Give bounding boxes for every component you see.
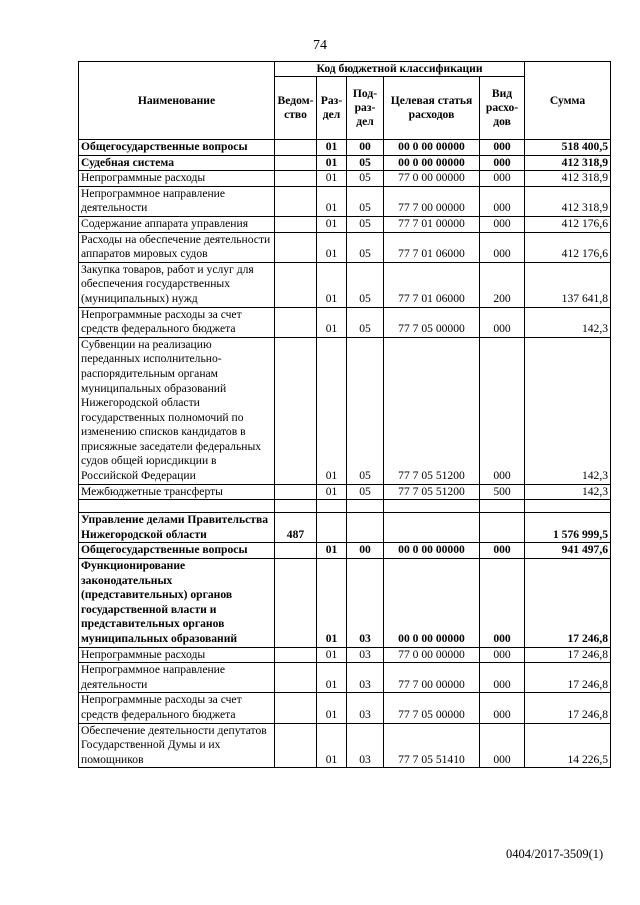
cell-razdel: 01 [317, 337, 347, 484]
cell-target: 00 0 00 00000 [384, 559, 480, 648]
cell-razdel: 01 [317, 155, 347, 171]
cell-vid: 000 [480, 307, 525, 337]
cell-podrazdel: 05 [347, 232, 384, 262]
header-target: Целевая статья расходов [384, 77, 480, 140]
cell-sum: 17 246,8 [525, 559, 611, 648]
cell-vid: 000 [480, 693, 525, 723]
cell-name: Обеспечение деятельности депутатов Государственной Думы и их помощников [79, 723, 275, 768]
cell-razdel: 01 [317, 307, 347, 337]
cell-podrazdel [347, 513, 384, 543]
cell-target: 00 0 00 00000 [384, 140, 480, 156]
cell-target: 77 7 05 51200 [384, 484, 480, 500]
table-row [79, 232, 611, 262]
table-body [79, 140, 611, 768]
cell-sum: 412 318,9 [525, 171, 611, 187]
cell-razdel: 01 [317, 232, 347, 262]
cell-sum: 137 641,8 [525, 262, 611, 307]
cell-vid [480, 513, 525, 543]
cell-target [384, 500, 480, 513]
cell-razdel: 01 [317, 647, 347, 663]
cell-ved [275, 337, 317, 484]
table-row [79, 186, 611, 216]
cell-vid: 000 [480, 647, 525, 663]
cell-sum: 518 400,5 [525, 140, 611, 156]
header-name: Наименование [79, 62, 275, 140]
cell-ved [275, 232, 317, 262]
cell-sum: 412 318,9 [525, 155, 611, 171]
cell-razdel [317, 500, 347, 513]
cell-target: 00 0 00 00000 [384, 543, 480, 559]
cell-podrazdel: 03 [347, 559, 384, 648]
cell-sum: 142,3 [525, 337, 611, 484]
table-row [79, 513, 611, 543]
cell-ved [275, 140, 317, 156]
budget-table [78, 61, 611, 768]
cell-ved [275, 647, 317, 663]
cell-sum: 1 576 999,5 [525, 513, 611, 543]
cell-target: 77 7 05 00000 [384, 307, 480, 337]
table-row [79, 693, 611, 723]
cell-razdel: 01 [317, 186, 347, 216]
cell-podrazdel: 03 [347, 723, 384, 768]
cell-sum: 412 318,9 [525, 186, 611, 216]
cell-name: Функционирование законодательных (представительных) органов государственной власти и представительных органов муниципальных образований [79, 559, 275, 648]
cell-target: 77 7 00 00000 [384, 186, 480, 216]
cell-target: 77 7 01 06000 [384, 262, 480, 307]
cell-name: Непрограммные расходы за счет средств федерального бюджета [79, 693, 275, 723]
cell-podrazdel [347, 500, 384, 513]
cell-target: 77 7 05 51410 [384, 723, 480, 768]
cell-ved [275, 500, 317, 513]
cell-name [79, 500, 275, 513]
header-row-top [79, 62, 611, 77]
cell-target: 77 7 05 51200 [384, 337, 480, 484]
cell-sum: 142,3 [525, 484, 611, 500]
cell-sum: 412 176,6 [525, 232, 611, 262]
table-row [79, 171, 611, 187]
cell-podrazdel: 03 [347, 647, 384, 663]
table-row [79, 140, 611, 156]
cell-ved [275, 723, 317, 768]
cell-razdel: 01 [317, 140, 347, 156]
table-row [79, 216, 611, 232]
cell-ved [275, 663, 317, 693]
cell-sum: 412 176,6 [525, 216, 611, 232]
table-row [79, 543, 611, 559]
cell-podrazdel: 00 [347, 543, 384, 559]
cell-razdel: 01 [317, 216, 347, 232]
cell-razdel: 01 [317, 543, 347, 559]
cell-sum: 17 246,8 [525, 693, 611, 723]
cell-vid [480, 500, 525, 513]
table-row [79, 559, 611, 648]
cell-podrazdel: 05 [347, 216, 384, 232]
cell-name: Расходы на обеспечение деятельности аппаратов мировых судов [79, 232, 275, 262]
table-row [79, 723, 611, 768]
cell-name: Непрограммные расходы за счет средств федерального бюджета [79, 307, 275, 337]
cell-ved [275, 216, 317, 232]
cell-target [384, 513, 480, 543]
cell-ved [275, 543, 317, 559]
cell-sum: 142,3 [525, 307, 611, 337]
cell-vid: 000 [480, 723, 525, 768]
cell-podrazdel: 03 [347, 663, 384, 693]
cell-podrazdel: 05 [347, 171, 384, 187]
cell-razdel: 01 [317, 663, 347, 693]
cell-sum: 17 246,8 [525, 647, 611, 663]
cell-ved [275, 307, 317, 337]
header-sum: Сумма [525, 62, 611, 140]
cell-razdel [317, 513, 347, 543]
cell-name: Судебная система [79, 155, 275, 171]
cell-podrazdel: 00 [347, 140, 384, 156]
cell-name: Непрограммные расходы [79, 171, 275, 187]
table-row [79, 337, 611, 484]
cell-podrazdel: 05 [347, 337, 384, 484]
cell-vid: 000 [480, 171, 525, 187]
cell-ved [275, 155, 317, 171]
table-row [79, 307, 611, 337]
cell-vid: 000 [480, 543, 525, 559]
cell-name: Закупка товаров, работ и услуг для обеспечения государственных (муниципальных) нужд [79, 262, 275, 307]
cell-target: 00 0 00 00000 [384, 155, 480, 171]
header-code-group: Код бюджетной классификации [275, 62, 525, 77]
cell-target: 77 0 00 00000 [384, 647, 480, 663]
cell-ved [275, 262, 317, 307]
cell-podrazdel: 03 [347, 693, 384, 723]
cell-podrazdel: 05 [347, 186, 384, 216]
cell-vid: 000 [480, 663, 525, 693]
header-razdel: Раз-дел [317, 77, 347, 140]
cell-vid: 000 [480, 140, 525, 156]
cell-vid: 000 [480, 186, 525, 216]
document-code: 0404/2017-3509(1) [506, 847, 604, 861]
cell-sum [525, 500, 611, 513]
cell-vid: 200 [480, 262, 525, 307]
cell-name: Непрограммное направление деятельности [79, 663, 275, 693]
cell-name: Непрограммное направление деятельности [79, 186, 275, 216]
cell-name: Общегосударственные вопросы [79, 140, 275, 156]
cell-target: 77 7 01 00000 [384, 216, 480, 232]
cell-name: Субвенции на реализацию переданных исполнительно-распорядительным органам муниципальных образований Нижегородской области государственных полномочий по изменению списков кандидатов в присяжные заседатели федеральных судов общей юрисдикции в Российской Федерации [79, 337, 275, 484]
table-row [79, 484, 611, 500]
cell-vid: 000 [480, 216, 525, 232]
cell-ved [275, 171, 317, 187]
cell-razdel: 01 [317, 171, 347, 187]
cell-vid: 000 [480, 337, 525, 484]
cell-target: 77 0 00 00000 [384, 171, 480, 187]
cell-vid: 500 [480, 484, 525, 500]
cell-vid: 000 [480, 155, 525, 171]
table-row [79, 500, 611, 513]
cell-razdel: 01 [317, 484, 347, 500]
table-row [79, 262, 611, 307]
cell-name: Непрограммные расходы [79, 647, 275, 663]
cell-sum: 14 226,5 [525, 723, 611, 768]
cell-sum: 17 246,8 [525, 663, 611, 693]
header-ved: Ведом-ство [275, 77, 317, 140]
table-row [79, 663, 611, 693]
cell-name: Управление делами Правительства Нижегородской области [79, 513, 275, 543]
cell-sum: 941 497,6 [525, 543, 611, 559]
cell-name: Межбюджетные трансферты [79, 484, 275, 500]
cell-ved [275, 186, 317, 216]
cell-ved [275, 484, 317, 500]
cell-ved [275, 693, 317, 723]
cell-razdel: 01 [317, 693, 347, 723]
cell-ved [275, 559, 317, 648]
cell-podrazdel: 05 [347, 155, 384, 171]
cell-target: 77 7 05 00000 [384, 693, 480, 723]
cell-podrazdel: 05 [347, 262, 384, 307]
cell-podrazdel: 05 [347, 484, 384, 500]
cell-razdel: 01 [317, 559, 347, 648]
cell-target: 77 7 00 00000 [384, 663, 480, 693]
cell-vid: 000 [480, 559, 525, 648]
cell-name: Общегосударственные вопросы [79, 543, 275, 559]
header-vid: Вид расхо-дов [480, 77, 525, 140]
header-podrazdel: Под-раз-дел [347, 77, 384, 140]
cell-vid: 000 [480, 232, 525, 262]
cell-ved: 487 [275, 513, 317, 543]
cell-target: 77 7 01 06000 [384, 232, 480, 262]
table-row [79, 647, 611, 663]
cell-name: Содержание аппарата управления [79, 216, 275, 232]
table-row [79, 155, 611, 171]
page-number: 74 [313, 38, 327, 53]
cell-razdel: 01 [317, 262, 347, 307]
cell-razdel: 01 [317, 723, 347, 768]
cell-podrazdel: 05 [347, 307, 384, 337]
